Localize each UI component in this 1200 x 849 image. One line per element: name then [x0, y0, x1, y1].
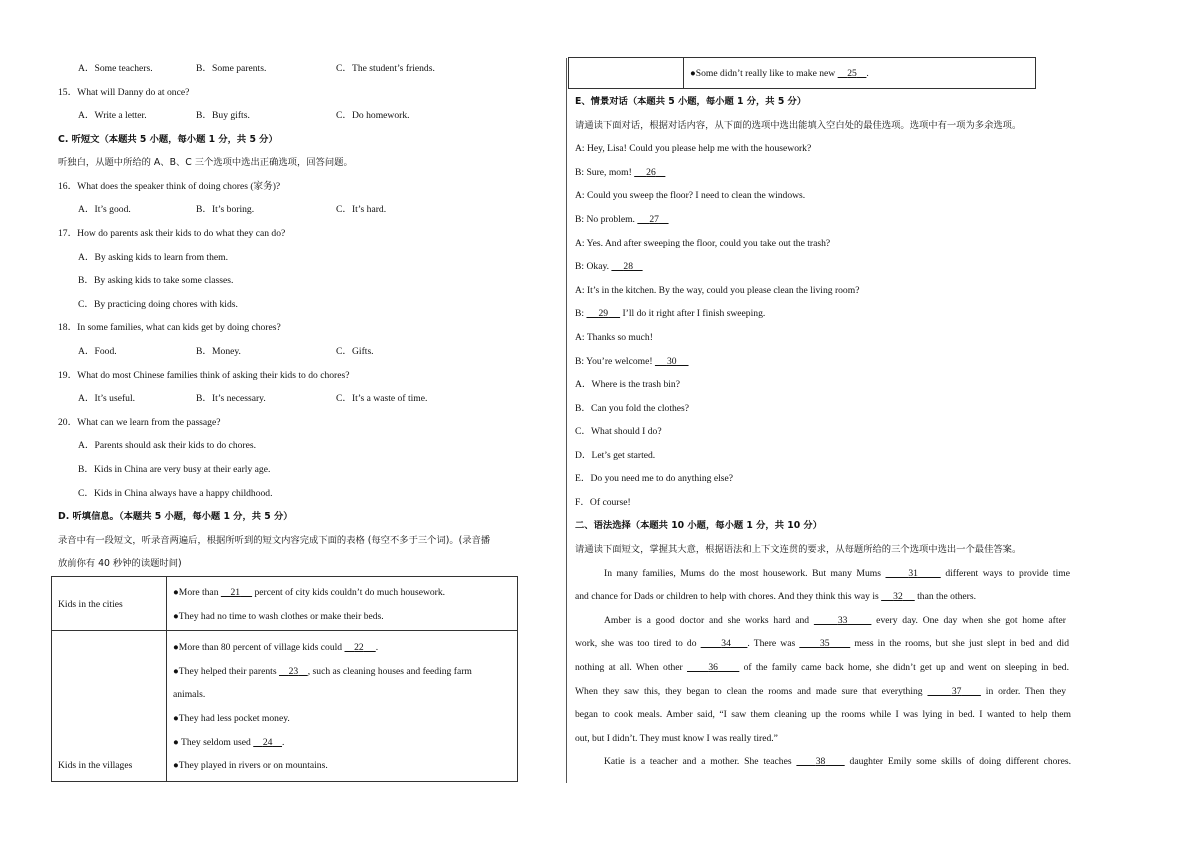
dialogue-line: B: You’re welcome! 30 [575, 356, 689, 368]
blank-24[interactable]: 24 [262, 737, 273, 748]
blank-29[interactable]: 29 [598, 308, 609, 319]
q14-option-b: B．Some parents. [196, 63, 267, 74]
row-label-cities: Kids in the cities [58, 599, 123, 610]
passage-line: and chance for Dads or children to help with chores. And they think this way is 32 than the others. [575, 591, 977, 602]
table-bullet: ●More than 80 percent of village kids could 22 . [173, 642, 379, 653]
passage-line: nothing at all. When other 36 of the family came back home, she didn’t get up and went on sleeping in bed. [575, 662, 1069, 673]
q17-stem: 17．How do parents ask their kids to do what they can do? [58, 228, 286, 239]
passage-line: Amber is a good doctor and she works hard and 33 every day. One day when she got home after [604, 615, 1066, 626]
section-c-heading: C. 听短文（本题共 5 小题，每小题 1 分，共 5 分） [58, 134, 278, 145]
passage-line: began to cook meals. Amber said, “I saw them cleaning up the rooms while I was lying in bed. I wanted to help them [575, 709, 1071, 720]
dialogue-line: A: Thanks so much! [575, 332, 653, 343]
dialogue-line: A: Could you sweep the floor? I need to clean the windows. [575, 190, 806, 201]
dialogue-line: B: Sure, mom! 26 [575, 167, 665, 179]
blank-34[interactable]: 34 [721, 638, 731, 649]
table-row-cities [52, 577, 518, 631]
q16-option-c: C．It’s hard. [336, 204, 387, 215]
q16-option-a: A．It’s good. [78, 204, 131, 215]
passage-line: When they saw this, they began to clean the rooms and made sure that everything 37 in order. Then they [575, 686, 1067, 697]
kids-chores-table [51, 576, 518, 782]
table-bullet: ●Some didn’t really like to make new 25 . [690, 68, 869, 79]
q18-option-b: B．Money. [196, 346, 241, 357]
blank-37[interactable]: 37 [951, 686, 962, 697]
option-f: F．Of course! [575, 497, 631, 508]
table-bullet: ●They had no time to wash clothes or make their beds. [173, 611, 384, 622]
q15-option-b: B．Buy gifts. [196, 110, 250, 121]
table-bullet: ● They seldom used 24 . [173, 737, 285, 748]
blank-23[interactable]: 23 [288, 666, 299, 677]
column-divider [566, 58, 567, 783]
q19-option-a: A．It’s useful. [78, 393, 136, 404]
q18-stem: 18．In some families, what can kids get by doing chores? [58, 322, 281, 333]
dialogue-line: B: No problem. 27 [575, 214, 669, 226]
q15-stem: 15．What will Danny do at once? [58, 87, 190, 98]
q18-option-a: A．Food. [78, 346, 117, 357]
option-b: B．Can you fold the clothes? [575, 403, 690, 414]
dialogue-line: B: 29 I’ll do it right after I finish sweeping. [575, 308, 766, 319]
q16-option-b: B．It’s boring. [196, 204, 255, 215]
dialogue-line: A: It’s in the kitchen. By the way, could you please clean the living room? [575, 285, 860, 296]
q16-stem: 16．What does the speaker think of doing chores (家务)? [58, 181, 281, 192]
q14-option-a: A．Some teachers. [78, 63, 153, 74]
blank-33[interactable]: 33 [837, 615, 848, 626]
passage-line: work, she was too tired to do 34 . There was 35 mess in the rooms, but she just slept in bed and did [575, 638, 1069, 649]
blank-27[interactable]: 27 [649, 214, 659, 225]
dialogue-line: B: Okay. 28 [575, 261, 643, 273]
section-d-instruction-1: 录音中有一段短文，听录音两遍后，根据所听到的短文内容完成下面的表格 (每空不多于三个词)。(录音播 [58, 535, 491, 546]
blank-22[interactable]: 22 [354, 642, 364, 653]
table-row-continuation [569, 58, 1036, 89]
option-d: D．Let’s get started. [575, 450, 656, 461]
option-e: E．Do you need me to do anything else? [575, 473, 733, 484]
section-e-heading: E、情景对话（本题共 5 小题，每小题 1 分，共 5 分） [575, 96, 807, 107]
table-cell-content [684, 58, 1036, 89]
section-d-heading: D. 听填信息。（本题共 5 小题，每小题 1 分，共 5 分） [58, 511, 293, 522]
q20-option-a: A．Parents should ask their kids to do chores. [78, 440, 256, 451]
q19-option-c: C．It’s a waste of time. [336, 393, 428, 404]
row-label-villages: Kids in the villages [58, 760, 133, 771]
table-bullet-continued: animals. [173, 689, 206, 700]
q20-option-c: C．Kids in China always have a happy childhood. [78, 488, 273, 499]
option-c: C．What should I do? [575, 426, 662, 437]
q17-option-a: A．By asking kids to learn from them. [78, 252, 229, 263]
table-cell-content [167, 577, 518, 631]
blank-28[interactable]: 28 [623, 261, 634, 272]
blank-32[interactable]: 32 [893, 591, 903, 602]
section-e-instruction: 请通读下面对话，根据对话内容，从下面的选项中选出能填入空白处的最佳选项。选项中有一项为多余选项。 [575, 120, 1022, 131]
blank-38[interactable]: 38 [815, 756, 826, 767]
q20-option-b: B．Kids in China are very busy at their early age. [78, 464, 271, 475]
grammar-instruction: 请通读下面短文，掌握其大意，根据语法和上下文连贯的要求，从每题所给的三个选项中选出一个最佳答案。 [575, 544, 1022, 555]
blank-35[interactable]: 35 [819, 638, 830, 649]
q19-option-b: B．It’s necessary. [196, 393, 266, 404]
q14-option-c: C．The student’s friends. [336, 63, 435, 74]
q17-option-c: C．By practicing doing chores with kids. [78, 299, 238, 310]
blank-25[interactable]: 25 [847, 68, 857, 79]
dialogue-line: A: Yes. And after sweeping the floor, could you take out the trash? [575, 238, 831, 249]
section-c-instruction: 听独白，从题中所给的 A、B、C 三个选项中选出正确选项，回答问题。 [58, 157, 353, 168]
table-bullet: ●More than 21 percent of city kids couldn’t do much housework. [173, 587, 446, 598]
q18-option-c: C．Gifts. [336, 346, 374, 357]
blank-36[interactable]: 36 [708, 662, 718, 673]
passage-line: Katie is a teacher and a mother. She teaches 38 daughter Emily some skills of doing different chores. [604, 756, 1072, 767]
q17-option-b: B．By asking kids to take some classes. [78, 275, 234, 286]
dialogue-line: A: Hey, Lisa! Could you please help me with the housework? [575, 143, 812, 154]
q19-stem: 19．What do most Chinese families think of asking their kids to do chores? [58, 370, 350, 381]
q15-option-c: C．Do homework. [336, 110, 410, 121]
grammar-heading: 二、语法选择（本题共 10 小题，每小题 1 分，共 10 分） [575, 520, 822, 531]
table-cell-label [52, 631, 167, 782]
blank-26[interactable]: 26 [646, 167, 656, 178]
table-cell-content [167, 631, 518, 782]
table-row-villages [52, 631, 518, 782]
passage-line: In many families, Mums do the most housework. But many Mums 31 different ways to provide time [604, 568, 1070, 579]
table-continuation [568, 57, 1036, 89]
blank-30[interactable]: 30 [666, 356, 677, 367]
q15-option-a: A．Write a letter. [78, 110, 147, 121]
passage-line: out, but I didn’t. They must know I was really tired.” [575, 733, 778, 744]
blank-21[interactable]: 21 [230, 587, 241, 598]
table-bullet: ●They helped their parents 23 , such as cleaning houses and feeding farm [173, 666, 472, 677]
table-bullet: ●They had less pocket money. [173, 713, 290, 724]
table-cell-label [569, 58, 684, 89]
q20-stem: 20．What can we learn from the passage? [58, 417, 221, 428]
section-d-instruction-2: 放前你有 40 秒钟的读题时间) [58, 558, 182, 569]
table-cell-label [52, 577, 167, 631]
blank-31[interactable]: 31 [908, 568, 918, 579]
option-a: A．Where is the trash bin? [575, 379, 680, 390]
table-bullet: ●They played in rivers or on mountains. [173, 760, 328, 771]
